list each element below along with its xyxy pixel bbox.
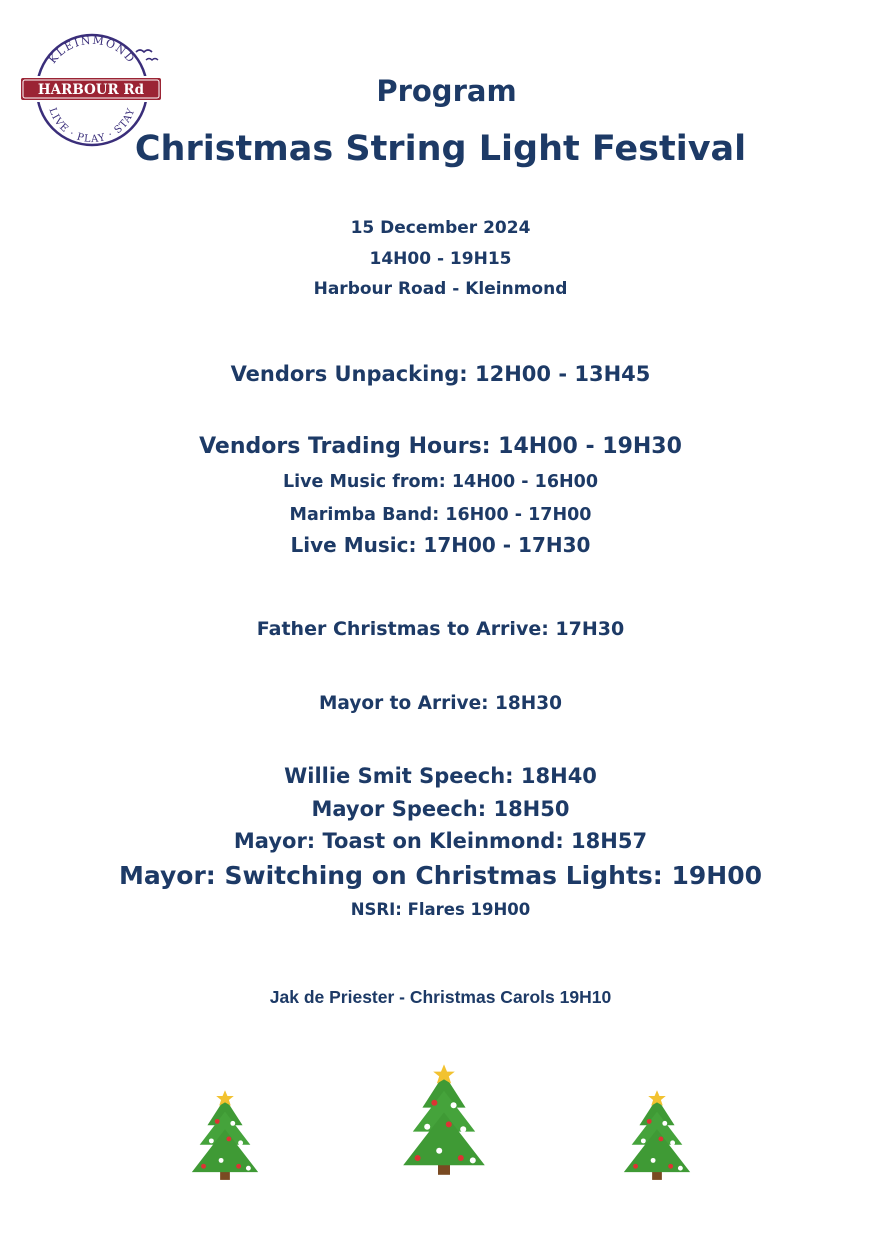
logo-top-text: KLEINMOND <box>45 33 138 67</box>
program-heading: Program <box>376 74 517 108</box>
christmas-tree-icon <box>186 1088 264 1186</box>
willie-smit-speech: Willie Smit Speech: 18H40 <box>284 764 597 788</box>
festival-title: Christmas String Light Festival <box>134 129 747 169</box>
event-date: 15 December 2024 <box>350 218 531 238</box>
event-location: Harbour Road - Kleinmond <box>313 279 568 299</box>
vendors-unpacking: Vendors Unpacking: 12H00 - 13H45 <box>230 362 651 386</box>
event-time: 14H00 - 19H15 <box>369 249 512 269</box>
logo-bottom-text: LIVE · PLAY · STAY <box>46 106 138 146</box>
seagull-icon <box>136 50 152 52</box>
mayor-switching-lights: Mayor: Switching on Christmas Lights: 19H00 <box>119 861 762 890</box>
christmas-tree-icon <box>396 1062 492 1182</box>
seagull-icon <box>146 59 158 61</box>
mayor-toast: Mayor: Toast on Kleinmond: 18H57 <box>233 829 648 853</box>
father-christmas-arrival: Father Christmas to Arrive: 17H30 <box>256 618 625 640</box>
christmas-carols: Jak de Priester - Christmas Carols 19H10 <box>269 987 612 1007</box>
marimba-band: Marimba Band: 16H00 - 17H00 <box>289 505 592 525</box>
christmas-tree-icon <box>618 1088 696 1186</box>
mayor-arrival: Mayor to Arrive: 18H30 <box>319 693 562 714</box>
vendors-trading-hours: Vendors Trading Hours: 14H00 - 19H30 <box>199 434 682 459</box>
live-music: Live Music: 17H00 - 17H30 <box>290 533 591 557</box>
live-music-from: Live Music from: 14H00 - 16H00 <box>282 472 599 492</box>
nsri-flares: NSRI: Flares 19H00 <box>350 900 531 919</box>
logo-banner-text: HARBOUR Rd <box>37 82 145 98</box>
mayor-speech: Mayor Speech: 18H50 <box>311 797 570 821</box>
